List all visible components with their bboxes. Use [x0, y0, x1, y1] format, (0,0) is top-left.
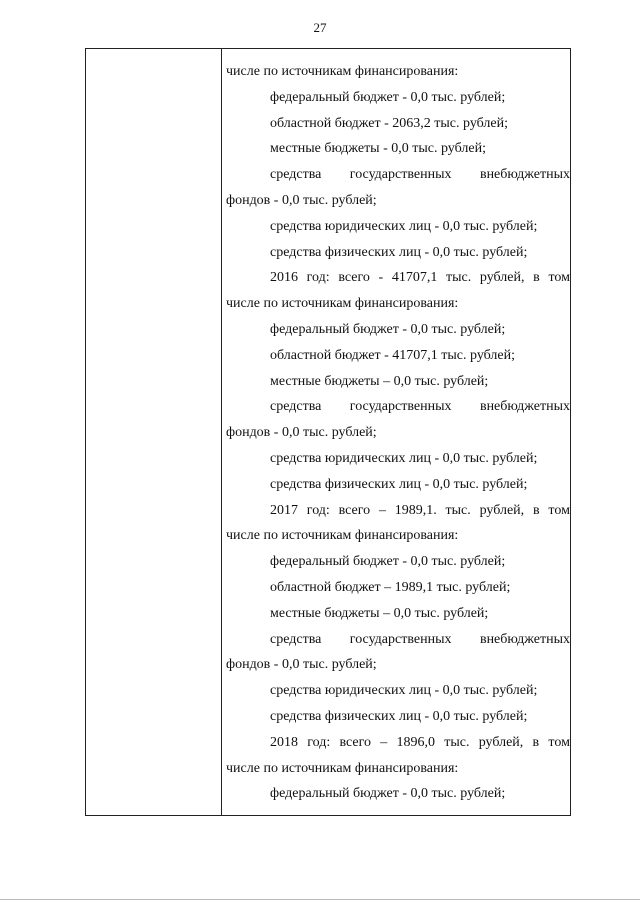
text-line: областной бюджет – 1989,1 тыс. рублей;: [270, 579, 511, 595]
text-word: государственных: [349, 631, 452, 647]
text-word: 2018: [270, 734, 298, 750]
text-word: год:: [307, 734, 331, 750]
text-line: средства физических лиц - 0,0 тыс. рублей;: [270, 476, 528, 492]
text-line: [226, 498, 570, 524]
text-word: внебюджетных: [479, 167, 570, 183]
page-number: 27: [313, 20, 327, 35]
text-word: государственных: [349, 399, 452, 415]
text-word: всего: [338, 270, 370, 286]
text-line: [226, 394, 570, 420]
text-word: том: [548, 502, 570, 518]
text-word: средства: [270, 167, 322, 183]
text-word: том: [548, 270, 570, 286]
text-line: числе по источникам финансирования:: [226, 296, 459, 312]
text-word: год:: [306, 270, 330, 286]
text-word: 2017: [270, 502, 298, 518]
text-word: том: [548, 734, 570, 750]
text-word: рублей,: [479, 270, 525, 286]
text-line: [226, 265, 570, 291]
text-word: в: [532, 734, 540, 750]
text-word: –: [380, 734, 388, 750]
text-word: -: [378, 270, 384, 286]
text-line: фондов - 0,0 тыс. рублей;: [226, 657, 377, 673]
text-line: числе по источникам финансирования:: [226, 528, 459, 544]
text-line: фондов - 0,0 тыс. рублей;: [226, 425, 377, 441]
table-text-cell: [226, 59, 570, 807]
text-line: средства юридических лиц - 0,0 тыс. рублей;: [270, 218, 538, 234]
text-word: 1989,1.: [394, 502, 437, 518]
text-word: в: [532, 502, 540, 518]
text-word: внебюджетных: [479, 631, 570, 647]
text-word: тыс.: [445, 502, 471, 518]
page-bottom-edge: [0, 899, 640, 900]
text-word: –: [378, 502, 386, 518]
text-word: 1896,0: [396, 734, 435, 750]
text-line: местные бюджеты – 0,0 тыс. рублей;: [270, 605, 489, 621]
text-word: 41707,1: [391, 270, 438, 286]
text-word: рублей,: [479, 502, 525, 518]
text-line: федеральный бюджет - 0,0 тыс. рублей;: [270, 321, 506, 337]
text-word: рублей,: [478, 734, 524, 750]
text-line: [226, 627, 570, 653]
text-line: фондов - 0,0 тыс. рублей;: [226, 192, 377, 208]
text-word: тыс.: [446, 270, 472, 286]
table-column-divider: [221, 49, 222, 815]
text-line: [226, 162, 570, 188]
text-line: средства физических лиц - 0,0 тыс. рублей;: [270, 708, 528, 724]
text-word: год:: [306, 502, 330, 518]
text-word: всего: [338, 502, 371, 518]
text-line: числе по источникам финансирования:: [226, 64, 459, 79]
text-word: в: [533, 270, 540, 286]
text-word: внебюджетных: [479, 399, 570, 415]
text-line: местные бюджеты – 0,0 тыс. рублей;: [270, 373, 489, 389]
text-word: всего: [339, 734, 372, 750]
text-line: областной бюджет - 2063,2 тыс. рублей;: [270, 115, 508, 131]
text-line: местные бюджеты - 0,0 тыс. рублей;: [270, 141, 486, 157]
text-line: средства юридических лиц - 0,0 тыс. рублей;: [270, 683, 538, 699]
text-line: [226, 730, 570, 756]
text-word: государственных: [349, 167, 452, 183]
text-word: средства: [270, 631, 322, 647]
text-line: средства физических лиц - 0,0 тыс. рублей;: [270, 244, 528, 260]
text-word: 2016: [270, 270, 298, 286]
text-word: тыс.: [444, 734, 470, 750]
text-word: средства: [270, 399, 322, 415]
text-line: областной бюджет - 41707,1 тыс. рублей;: [270, 347, 515, 363]
text-line: федеральный бюджет - 0,0 тыс. рублей;: [270, 89, 506, 105]
text-line: федеральный бюджет - 0,0 тыс. рублей;: [270, 554, 506, 570]
text-line: числе по источникам финансирования:: [226, 760, 459, 776]
text-line: федеральный бюджет - 0,0 тыс. рублей;: [270, 786, 506, 802]
text-line: средства юридических лиц - 0,0 тыс. рублей;: [270, 450, 538, 466]
document-table: [85, 48, 571, 816]
